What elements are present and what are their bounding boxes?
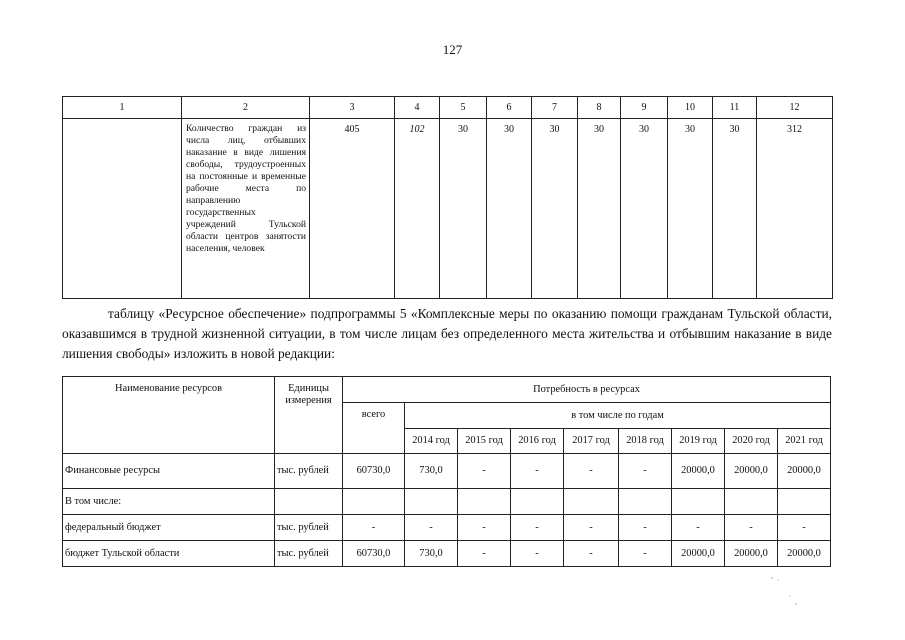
table-row [63, 515, 831, 541]
resource-name: Финансовые ресурсы [63, 454, 275, 489]
table-header-row [63, 97, 833, 119]
column-number: 9 [621, 97, 668, 119]
year-header: 2014 год [405, 429, 458, 454]
resource-table [62, 376, 831, 567]
table-cell: - [511, 541, 564, 567]
year-header: 2018 год [619, 429, 672, 454]
table-cell: 20000,0 [725, 541, 778, 567]
column-number: 11 [713, 97, 757, 119]
table-cell: - [564, 454, 619, 489]
resource-total [343, 489, 405, 515]
table-cell: 20000,0 [725, 454, 778, 489]
year-header: 2017 год [564, 429, 619, 454]
year-header: 2015 год [458, 429, 511, 454]
table-cell: - [619, 541, 672, 567]
table-cell: - [458, 454, 511, 489]
table-row [63, 541, 831, 567]
table-header-row [63, 377, 831, 403]
resource-unit: тыс. рублей [275, 541, 343, 567]
indicator-description: Количество граждан из числа лиц, отбывших наказание в виде лишения свободы, трудоустроенных на постоянные и временные рабочие места по направлению государственных учреждений Тульской области центров занятости населения, человек [182, 119, 310, 299]
resource-unit: тыс. рублей [275, 515, 343, 541]
table-cell [564, 489, 619, 515]
resource-unit: тыс. рублей [275, 454, 343, 489]
resource-unit [275, 489, 343, 515]
resource-total: 60730,0 [343, 454, 405, 489]
header-by-year: в том числе по годам [405, 403, 831, 429]
column-number: 3 [310, 97, 395, 119]
column-number: 1 [63, 97, 182, 119]
header-units: Единицы измерения [275, 377, 343, 454]
table-cell [672, 489, 725, 515]
table-cell [778, 489, 831, 515]
table-cell: 30 [668, 119, 713, 299]
table-cell: 30 [487, 119, 532, 299]
resource-name: бюджет Тульской области [63, 541, 275, 567]
column-number: 12 [757, 97, 833, 119]
table-cell: 30 [532, 119, 578, 299]
resource-name: В том числе: [63, 489, 275, 515]
table-cell: - [619, 515, 672, 541]
header-resources: Наименование ресурсов [63, 377, 275, 454]
table-cell: 730,0 [405, 541, 458, 567]
table-row [63, 119, 833, 299]
table-cell: 20000,0 [778, 454, 831, 489]
table-cell: - [672, 515, 725, 541]
resource-total: - [343, 515, 405, 541]
table-cell [511, 489, 564, 515]
table-cell: 312 [757, 119, 833, 299]
table-row [63, 454, 831, 489]
column-number: 10 [668, 97, 713, 119]
table-cell: 30 [621, 119, 668, 299]
year-header: 2019 год [672, 429, 725, 454]
column-number: 2 [182, 97, 310, 119]
table-cell: 30 [578, 119, 621, 299]
table-cell: - [725, 515, 778, 541]
indicator-table [62, 96, 833, 299]
year-header: 2020 год [725, 429, 778, 454]
table-cell [619, 489, 672, 515]
column-number: 8 [578, 97, 621, 119]
table-cell: - [511, 515, 564, 541]
table-cell [63, 119, 182, 299]
column-number: 6 [487, 97, 532, 119]
table-cell: - [619, 454, 672, 489]
column-number: 4 [395, 97, 440, 119]
table-cell: - [458, 515, 511, 541]
table-cell: 405 [310, 119, 395, 299]
table-cell: 730,0 [405, 454, 458, 489]
table-cell: 20000,0 [672, 454, 725, 489]
table-cell: 30 [440, 119, 487, 299]
table-cell: 30 [713, 119, 757, 299]
header-need: Потребность в ресурсах [343, 377, 831, 403]
table-cell: - [511, 454, 564, 489]
year-header: 2016 год [511, 429, 564, 454]
table-cell [405, 489, 458, 515]
table-cell: 102 [395, 119, 440, 299]
table-cell [458, 489, 511, 515]
table-cell [725, 489, 778, 515]
table-cell: - [564, 541, 619, 567]
resource-total: 60730,0 [343, 541, 405, 567]
column-number: 7 [532, 97, 578, 119]
column-number: 5 [440, 97, 487, 119]
table-cell: - [458, 541, 511, 567]
table-cell: - [405, 515, 458, 541]
resource-name: федеральный бюджет [63, 515, 275, 541]
body-paragraph: таблицу «Ресурсное обеспечение» подпрограммы 5 «Комплексные меры по оказанию помощи гражданам Тульской области, оказавшимся в трудной жизненной ситуации, в том числе лицам без определенного места жительства и отбывшим наказание в виде лишения свободы» изложить в новой редакции: [62, 306, 832, 361]
year-header: 2021 год [778, 429, 831, 454]
table-cell: 20000,0 [672, 541, 725, 567]
table-cell: - [564, 515, 619, 541]
header-total: всего [343, 403, 405, 454]
scan-specks [760, 574, 820, 614]
table-row [63, 489, 831, 515]
table-cell: - [778, 515, 831, 541]
page-number: 127 [442, 42, 463, 57]
table-cell: 20000,0 [778, 541, 831, 567]
